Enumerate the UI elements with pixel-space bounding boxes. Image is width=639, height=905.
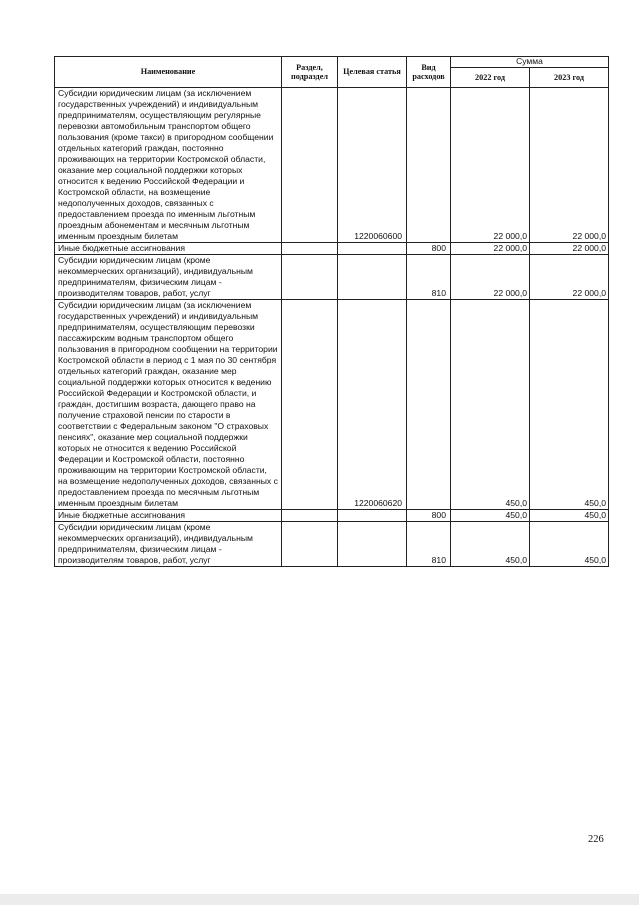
budget-table	[54, 56, 609, 567]
row-razdel	[282, 243, 338, 255]
table-row	[55, 510, 609, 522]
row-vid: 800	[407, 243, 451, 255]
row-razdel	[282, 300, 338, 510]
row-vid: 810	[407, 255, 451, 300]
row-name: Иные бюджетные ассигнования	[55, 243, 282, 255]
row-2022: 450,0	[451, 522, 530, 567]
table-row	[55, 88, 609, 243]
row-2022: 22 000,0	[451, 243, 530, 255]
table-row	[55, 255, 609, 300]
header-vid: Вид расходов	[407, 57, 451, 88]
row-name: Субсидии юридическим лицам (кроме некоммерческих организаций), индивидуальным предпринимателям, физическим лицам - производителям товаров, работ, услуг	[55, 255, 282, 300]
row-name: Иные бюджетные ассигнования	[55, 510, 282, 522]
header-razdel: Раздел, подраздел	[282, 57, 338, 88]
row-statya	[338, 255, 407, 300]
page-number: 226	[588, 834, 604, 845]
row-razdel	[282, 88, 338, 243]
header-statya: Целевая статья	[338, 57, 407, 88]
row-2023: 450,0	[530, 300, 609, 510]
table-row	[55, 243, 609, 255]
row-vid	[407, 300, 451, 510]
header-summa: Сумма	[451, 57, 609, 68]
row-statya: 1220060600	[338, 88, 407, 243]
row-name: Субсидии юридическим лицам (за исключением государственных учреждений) и индивидуальным предпринимателям, осуществляющим регулярные перевозки автомобильным транспортом общего пользования (кроме такси) в пригородном сообщении отдельных категорий граждан, постоянно проживающих на территории Костромской области, оказание мер социальной поддержки которых относится к ведению Российской Федерации и Костромской области, на возмещение недополученных доходов, связанных с предоставлением проезда по именным льготным проездным абонементам и месячным льготным именным проездным билетам	[55, 88, 282, 243]
row-2022: 22 000,0	[451, 255, 530, 300]
row-statya	[338, 510, 407, 522]
row-2022: 22 000,0	[451, 88, 530, 243]
row-2023: 22 000,0	[530, 88, 609, 243]
row-2023: 450,0	[530, 510, 609, 522]
row-2023: 450,0	[530, 522, 609, 567]
row-vid: 810	[407, 522, 451, 567]
row-razdel	[282, 522, 338, 567]
row-razdel	[282, 510, 338, 522]
row-name: Субсидии юридическим лицам (кроме некоммерческих организаций), индивидуальным предпринимателям, физическим лицам - производителям товаров, работ, услуг	[55, 522, 282, 567]
row-statya	[338, 243, 407, 255]
row-vid: 800	[407, 510, 451, 522]
row-2022: 450,0	[451, 300, 530, 510]
row-razdel	[282, 255, 338, 300]
row-statya: 1220060620	[338, 300, 407, 510]
row-name: Субсидии юридическим лицам (за исключением государственных учреждений) и индивидуальным предпринимателям, осуществляющим перевозки пассажирским водным транспортом общего пользования в пригородном сообщении на территории Костромской области в период с 1 мая по 30 сентября отдельных категорий граждан, оказание мер социальной поддержки которых относится к ведению Российской Федерации и Костромской области, и граждан, достигшим возраста, дающего право на получение страховой пенсии по старости в соответствии с Федеральным законом "О страховых пенсиях", оказание мер социальной поддержки которых не относится к ведению Российской Федерации и Костромской области, постоянно проживающим на территории Костромской области, на возмещение недополученных доходов, связанных с предоставлением проезда по месячным льготным именным проездным билетам	[55, 300, 282, 510]
row-2023: 22 000,0	[530, 255, 609, 300]
row-vid	[407, 88, 451, 243]
row-statya	[338, 522, 407, 567]
table-row	[55, 300, 609, 510]
scan-edge-strip	[0, 894, 639, 905]
table-row	[55, 522, 609, 567]
header-name: Наименование	[55, 57, 282, 88]
row-2023: 22 000,0	[530, 243, 609, 255]
header-2023: 2023 год	[530, 68, 609, 88]
row-2022: 450,0	[451, 510, 530, 522]
header-2022: 2022 год	[451, 68, 530, 88]
